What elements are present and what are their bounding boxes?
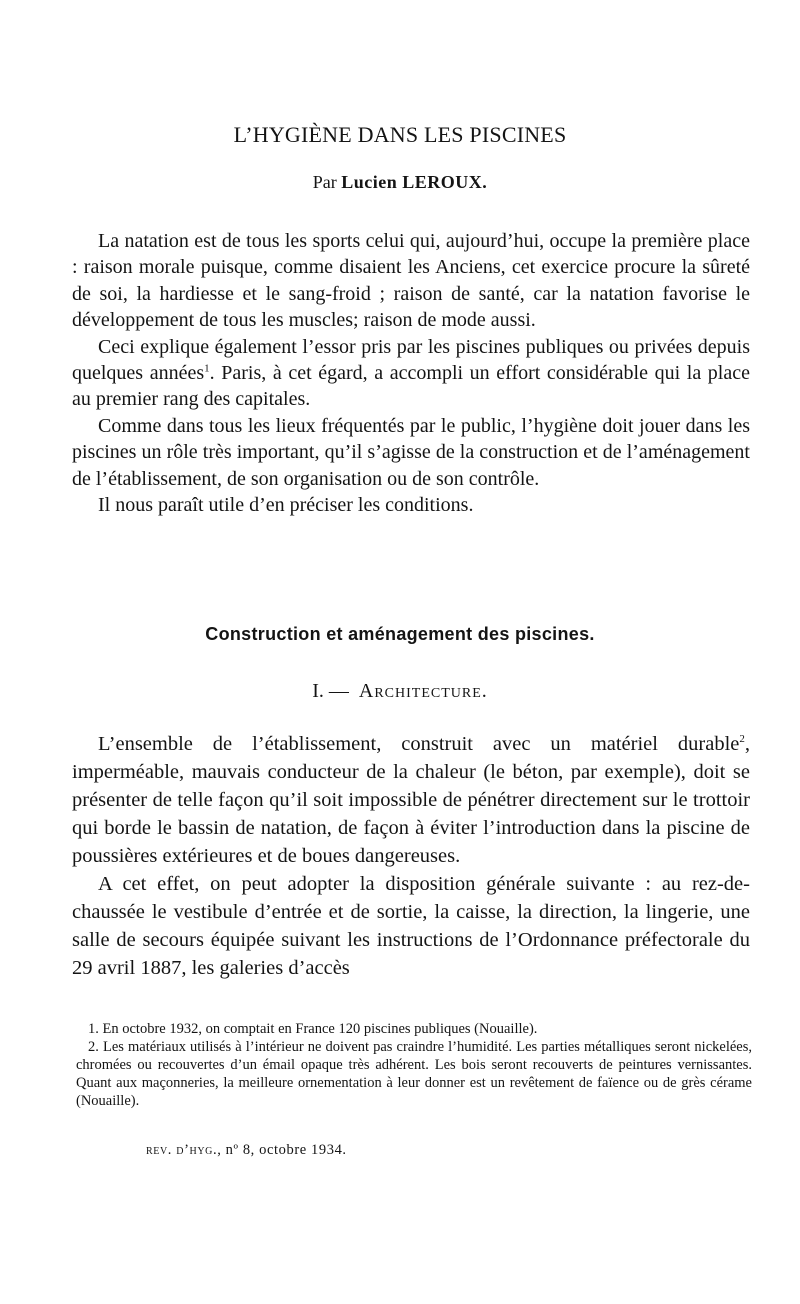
body-paragraph-1-text-a: L’ensemble de l’établissement, construit avec un matériel durable (98, 733, 740, 755)
journal-issue: nº 8, octobre 1934. (225, 1142, 347, 1158)
intro-paragraph-4: Il nous paraît utile d’en préciser les conditions. (98, 494, 474, 517)
intro-paragraph-2-text-a: Ceci explique également l’essor pris par les piscines publiques ou privées depuis quelques années (72, 335, 750, 385)
section-heading: Construction et aménagement des piscines. (205, 624, 595, 644)
footnote-ref-2[interactable]: 2 (739, 733, 745, 746)
body-paragraph-2: A cet effet, on peut adopter la disposition générale suivante : au rez-de-chaussée le vestibule d’entrée et de sortie, la caisse, la direction, la lingerie, une salle de secours équipée suivant les instructions de l’Ordonnance préfectorale du 29 avril 1887, les galeries d’accès (72, 873, 750, 979)
footnote-2: 2. Les matériaux utilisés à l’intérieur ne doivent pas craindre l’humidité. Les parties métalliques seront nickelées, chromées ou recouvertes d’un émail opaque très adhérent. Les bois seront recouverts de peintures vernissantes. Quant aux maçonneries, la meilleure ornementation à leur donner est un revêtement de faïence ou de grès cérame (Nouaille). (76, 1039, 752, 1109)
article-title: L’HYGIÈNE DANS LES PISCINES (233, 122, 567, 147)
body-paragraph-1 (72, 730, 750, 870)
byline (0, 172, 800, 193)
intro-paragraph-2 (72, 334, 750, 413)
intro-paragraph-1: La natation est de tous les sports celui qui, aujourd’hui, occupe la première place : raison morale puisque, comme disaient les Anciens, cet exercice procure la sûreté de soi, la hardiesse et le sang-froid ; raison de santé, car la natation favorise le développement de tous les muscles; raison de mode aussi. (72, 230, 750, 332)
footnotes (76, 1020, 752, 1110)
subsection-heading (0, 680, 800, 703)
intro-paragraph-2-text-b: . Paris, à cet égard, a accompli un effort considérable qui la place au premier rang des capitales. (72, 362, 750, 411)
intro-paragraph-3: Comme dans tous les lieux fréquentés par le public, l’hygiène doit jouer dans les piscines un rôle très important, qu’il s’agisse de la construction et de l’aménagement de l’établissement, de son organisation ou de son contrôle. (72, 414, 750, 490)
byline-prefix: Par (312, 172, 337, 192)
subsection-number: I. — (312, 680, 349, 702)
footnote-1: 1. En octobre 1932, on comptait en France 120 piscines publiques (Nouaille). (88, 1021, 538, 1037)
journal-abbrev: rev. d’hyg., (146, 1142, 222, 1158)
intro-block (72, 228, 750, 518)
footnote-ref-1[interactable]: 1 (204, 362, 210, 375)
body-block (72, 730, 750, 982)
subsection-title: Architecture. (358, 680, 488, 702)
author-name: Lucien LEROUX. (341, 172, 488, 192)
journal-reference (146, 1142, 347, 1159)
body-paragraph-1-text-b: , imperméable, mauvais conducteur de la chaleur (le béton, par exemple), doit se présenter de telle façon qu’il soit impossible de pénétrer directement sur le trottoir qui borde le bassin de natation, de façon à éviter l’introduction dans la piscine de poussières extérieures et de boues dangereuses. (72, 733, 750, 867)
